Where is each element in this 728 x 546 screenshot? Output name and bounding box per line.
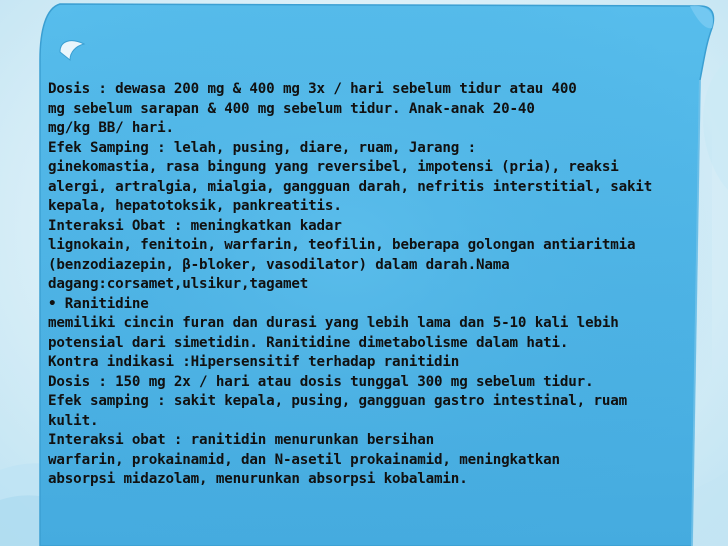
text-line: lignokain, fenitoin, warfarin, teofilin, beberapa golongan antiaritmia	[48, 237, 636, 253]
text-line: Efek Samping : lelah, pusing, diare, ruam, Jarang :	[48, 139, 476, 156]
text-line: Dosis : 150 mg 2x / hari atau dosis tunggal 300 mg sebelum tidur.	[48, 373, 594, 390]
text-line: ginekomastia, rasa bingung yang reversibel, impotensi (pria), reaksi	[48, 159, 619, 175]
text-line: mg/kg BB/ hari.	[48, 120, 174, 136]
text-line: mg sebelum sarapan & 400 mg sebelum tidur. Anak-anak 20-40	[48, 100, 535, 117]
text-line: alergi, artralgia, mialgia, gangguan darah, nefritis interstitial, sakit	[48, 178, 653, 195]
text-line: kepala, hepatotoksik, pankreatitis.	[48, 198, 342, 214]
bullet-heading: • Ranitidine	[48, 295, 149, 312]
text-line: Dosis : dewasa 200 mg & 400 mg 3x / hari sebelum tidur atau 400	[48, 81, 577, 97]
text-line: Kontra indikasi :Hipersensitif terhadap ranitidin	[48, 354, 460, 370]
text-line: warfarin, prokainamid, dan N-asetil prokainamid, meningkatkan	[48, 451, 560, 468]
text-line: potensial dari simetidin. Ranitidine dimetabolisme dalam hati.	[48, 334, 569, 351]
text-line: dagang:corsamet,ulsikur,tagamet	[48, 276, 309, 292]
text-line: Efek samping : sakit kepala, pusing, gangguan gastro intestinal, ruam	[48, 393, 628, 409]
document-body	[48, 80, 688, 490]
text-line: absorpsi midazolam, menurunkan absorpsi kobalamin.	[48, 471, 468, 487]
text-line: (benzodiazepin, β-bloker, vasodilator) dalam darah.Nama	[48, 256, 510, 273]
text-line: kulit.	[48, 412, 99, 429]
text-line: memiliki cincin furan dan durasi yang lebih lama dan 5-10 kali lebih	[48, 315, 619, 331]
text-line: Interaksi obat : ranitidin menurunkan bersihan	[48, 432, 435, 448]
text-line: Interaksi Obat : meningkatkan kadar	[48, 217, 342, 234]
